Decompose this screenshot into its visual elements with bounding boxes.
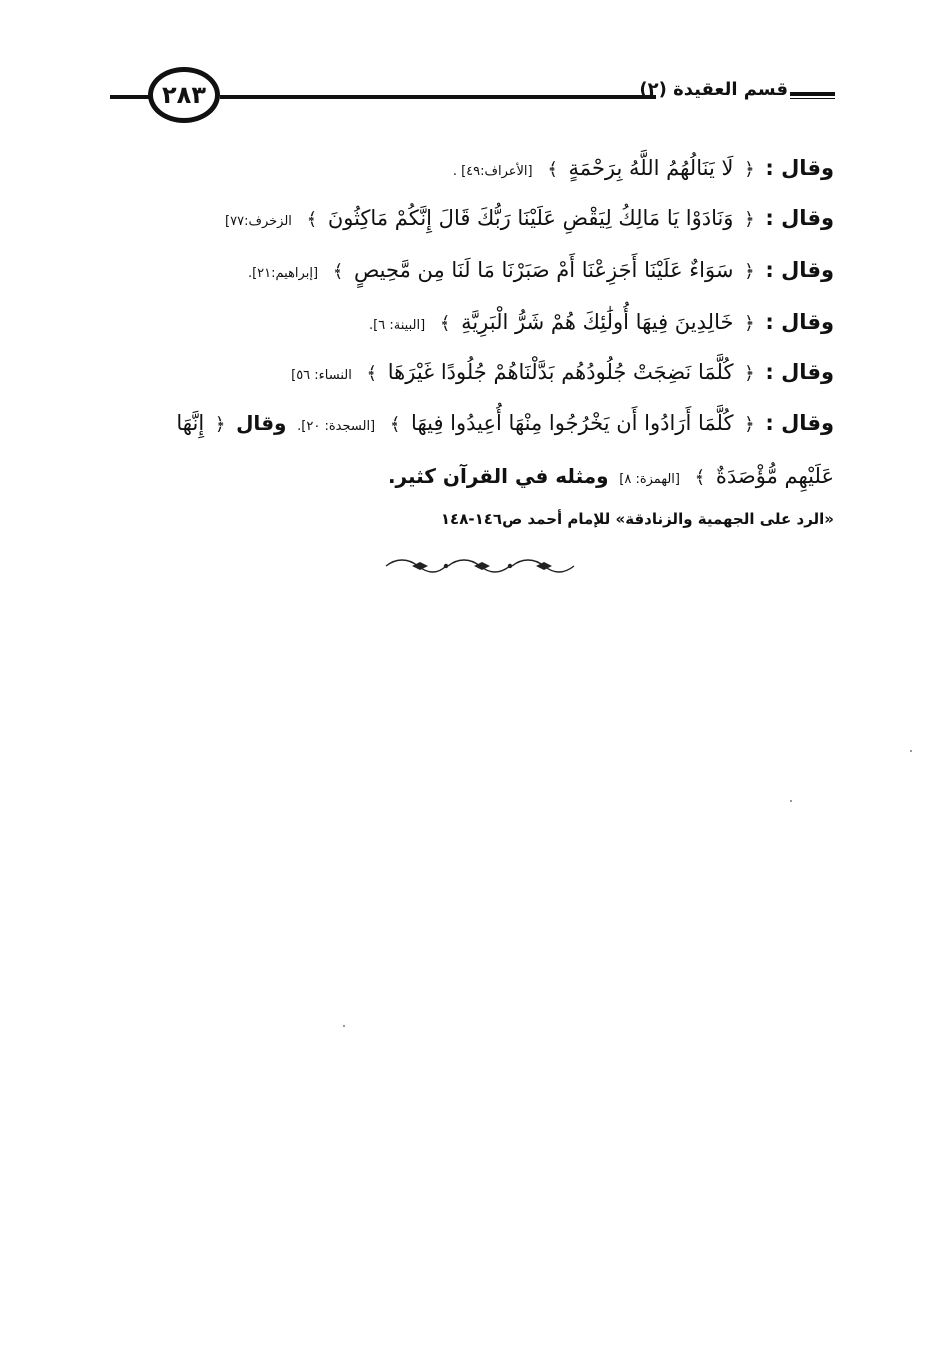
quote-lead: وقال : <box>765 360 834 384</box>
open-bracket-ornament: ﴿ <box>744 261 755 282</box>
close-bracket-ornament: ﴾ <box>332 261 344 282</box>
closing-remark: ومثله في القرآن كثير. <box>387 464 609 488</box>
quran-verse: كُلَّمَا أَرَادُوا أَن يَخْرُجُوا مِنْهَا أُعِيدُوا فِيهَا <box>411 411 734 435</box>
verse-reference: [إبراهيم:٢١]. <box>247 266 319 281</box>
quran-verse-second: إِنَّهَا <box>176 411 205 435</box>
header-rule-right-thin <box>790 98 835 99</box>
quote-lead: وقال : <box>765 206 834 230</box>
divider-leaves <box>412 562 552 570</box>
quran-verse: سَوَاءٌ عَلَيْنَا أَجَزِعْنَا أَمْ صَبَرْنَا مَا لَنَا مِن مَّحِيصٍ <box>353 258 734 282</box>
section-title: قسم العقيدة (٢) <box>639 79 788 100</box>
page-number: ٢٨٣ <box>148 67 220 123</box>
verse-reference: [السجدة: ٢٠]. <box>297 419 376 434</box>
scan-speck <box>910 750 912 752</box>
quote-lead: وقال : <box>765 310 834 334</box>
close-bracket-ornament: ﴾ <box>439 313 451 334</box>
header-rule-middle <box>220 95 656 99</box>
quran-verse: لَا يَنَالُهُمُ اللَّهُ بِرَحْمَةٍ <box>568 156 734 180</box>
quote-line-7 <box>388 461 834 495</box>
quote-line-4 <box>365 307 834 341</box>
quran-verse-continuation: عَلَيْهِم مُّؤْصَدَةٌ <box>715 464 834 488</box>
quran-verse: وَنَادَوْا يَا مَالِكُ لِيَقْضِ عَلَيْنَا رَبُّكَ قَالَ إِنَّكُمْ مَاكِثُونَ <box>327 206 734 230</box>
verse-reference: النساء: ٥٦] <box>291 368 352 383</box>
source-citation: «الرد على الجهمية والزنادقة» للإمام أحمد ص١٤٦-١٤٨ <box>440 510 834 528</box>
open-bracket-ornament: ﴿ <box>744 363 755 384</box>
verse-reference: [الأعراف:٤٩] . <box>452 164 533 179</box>
quote-line-2 <box>221 203 834 237</box>
open-bracket-ornament: ﴿ <box>744 313 755 334</box>
header-rule-right <box>790 92 835 96</box>
quote-line-3 <box>244 255 834 289</box>
open-bracket-ornament: ﴿ <box>744 414 755 435</box>
close-bracket-ornament: ﴾ <box>306 209 318 230</box>
page-header <box>110 62 835 132</box>
ornament-divider <box>382 556 578 576</box>
quote-line-6 <box>176 408 834 442</box>
close-bracket-ornament: ﴾ <box>366 363 378 384</box>
scan-speck <box>343 1025 345 1027</box>
close-bracket-ornament: ﴾ <box>547 159 558 180</box>
header-rule-left <box>110 95 152 99</box>
open-bracket-ornament-second: ﴿ <box>214 414 226 435</box>
quote-line-1 <box>449 153 834 187</box>
open-bracket-ornament: ﴿ <box>744 209 755 230</box>
verse-reference: الزخرف:٧٧] <box>225 214 292 229</box>
close-bracket-ornament: ﴾ <box>694 467 706 488</box>
scan-speck <box>790 800 792 802</box>
quote-lead: وقال : <box>765 411 834 435</box>
quote-lead: وقال : <box>765 258 834 282</box>
quran-verse: كُلَّمَا نَضِجَتْ جُلُودُهُم بَدَّلْنَاهُمْ جُلُودًا غَيْرَهَا <box>387 360 734 384</box>
verse-reference: [البينة: ٦]. <box>369 318 426 333</box>
close-bracket-ornament: ﴾ <box>389 414 401 435</box>
quran-verse: خَالِدِينَ فِيهَا أُولَٰئِكَ هُمْ شَرُّ الْبَرِيَّةِ <box>461 310 734 334</box>
verse-reference: [الهمزة: ٨] <box>619 472 680 487</box>
quote-line-5 <box>287 357 834 391</box>
quote-lead: وقال : <box>765 156 834 180</box>
quote-lead-second: وقال <box>236 411 287 435</box>
open-bracket-ornament: ﴿ <box>744 159 755 180</box>
